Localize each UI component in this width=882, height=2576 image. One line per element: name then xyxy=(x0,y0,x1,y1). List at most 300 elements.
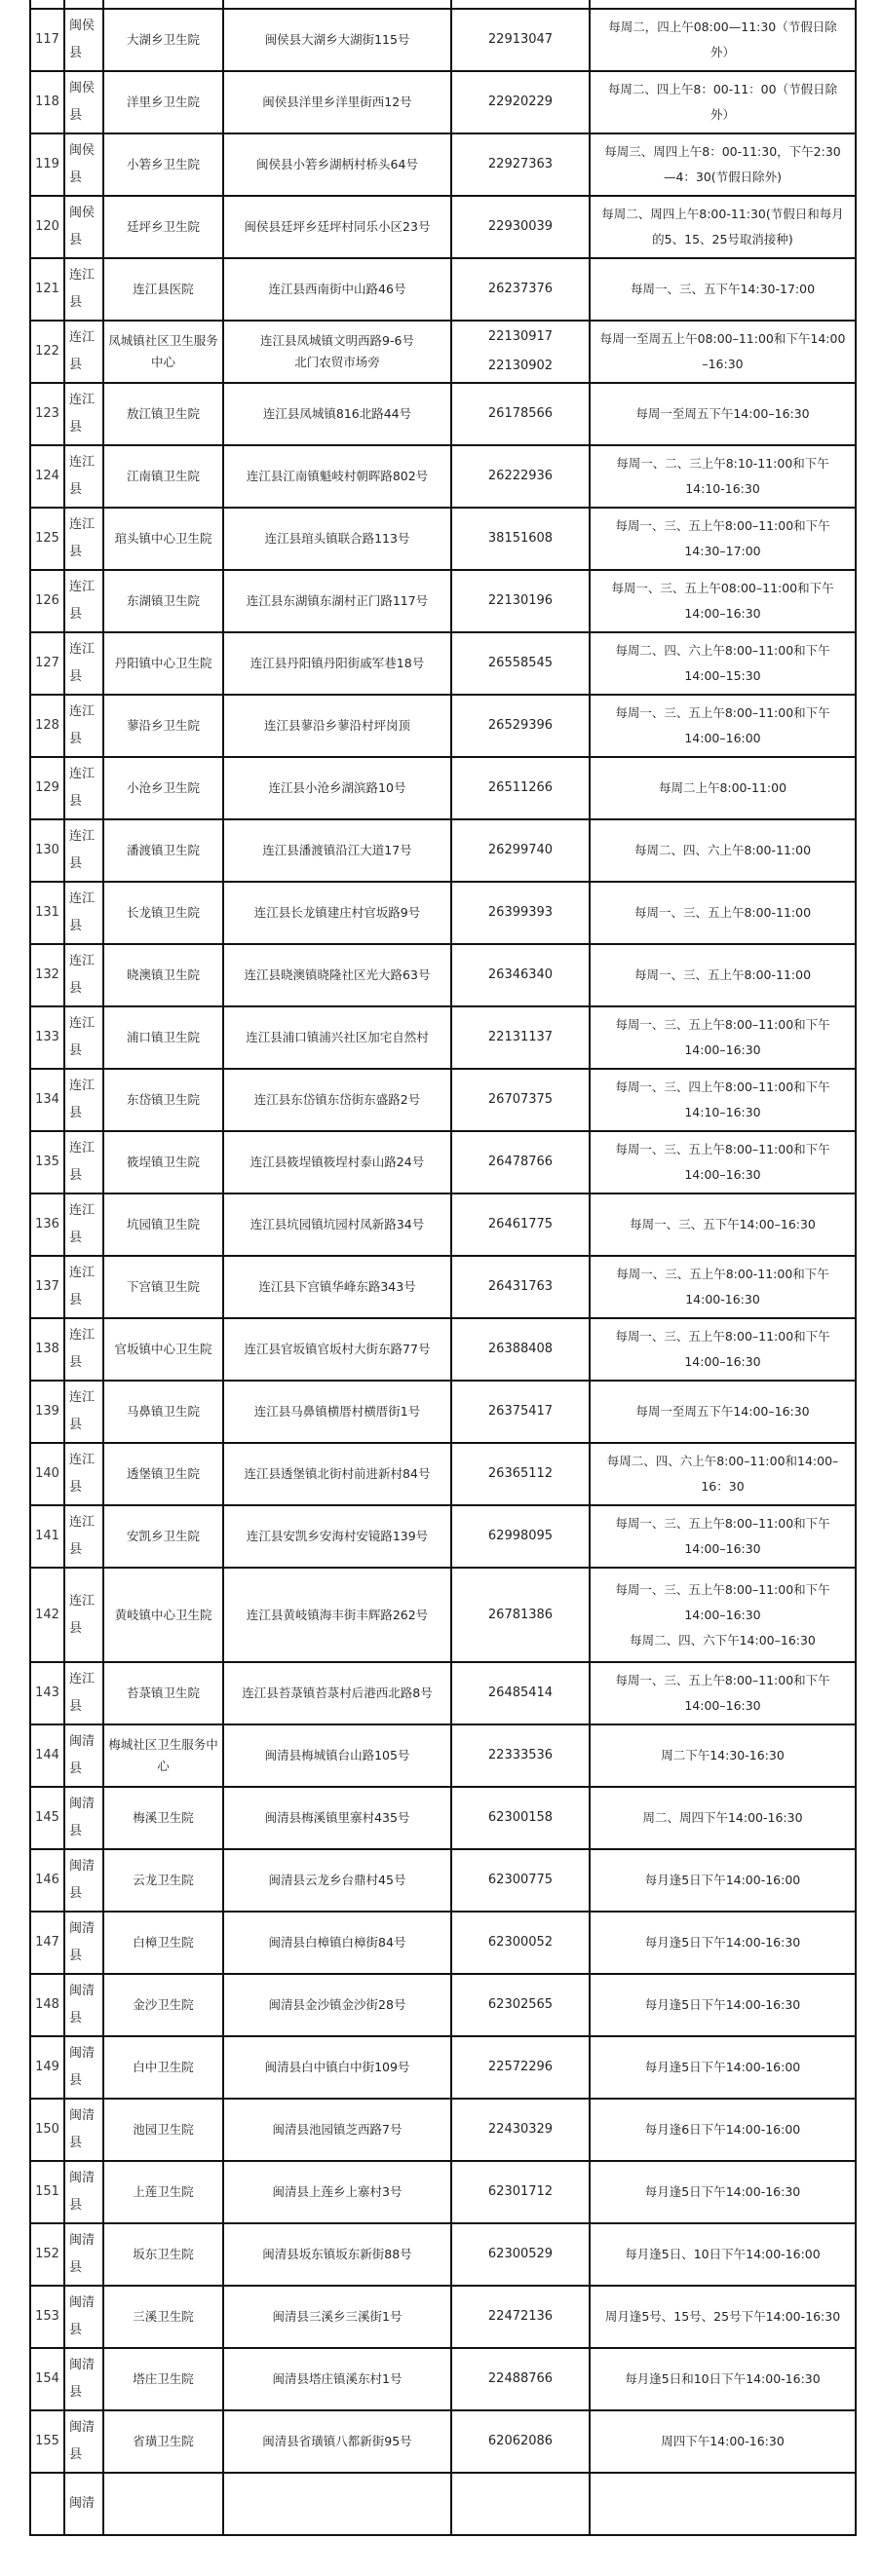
address-line: 连江县东岱镇东岱街东盛路2号 xyxy=(253,1092,421,1107)
phone xyxy=(451,695,590,757)
vaccination-time xyxy=(590,882,856,944)
address xyxy=(223,1193,451,1256)
vaccination-time-line: 14:00–16:30 xyxy=(684,1042,761,1057)
row-number: 155 xyxy=(30,2410,64,2473)
county-name: 闽清县 xyxy=(69,2233,96,2275)
phone xyxy=(451,1006,590,1069)
county-name: 闽清县 xyxy=(69,2358,96,2400)
county-cell xyxy=(64,2410,103,2473)
table-row xyxy=(30,2036,856,2099)
address-line: 闽清县梅城镇台山路105号 xyxy=(264,1748,410,1762)
address xyxy=(223,1443,451,1505)
phone-line: 62300529 xyxy=(487,2247,554,2261)
phone xyxy=(451,2348,590,2410)
site-name: 小沧乡卫生院 xyxy=(103,757,223,819)
table-row xyxy=(30,2473,856,2535)
address-line: 闽侯县大湖乡大湖街115号 xyxy=(264,32,410,47)
county-name: 连江县 xyxy=(69,330,96,372)
phone-line: 22130196 xyxy=(487,593,554,608)
address xyxy=(223,71,451,133)
address xyxy=(223,383,451,445)
table-row xyxy=(30,1443,856,1505)
address-line: 连江县安凯乡安海村安镜路139号 xyxy=(246,1529,429,1543)
county-cell xyxy=(64,1131,103,1193)
phone-line: 26707375 xyxy=(487,1092,554,1107)
address xyxy=(223,1724,451,1787)
vaccination-time xyxy=(590,383,856,445)
table-row xyxy=(30,2223,856,2286)
address xyxy=(223,1568,451,1662)
county-name: 连江县 xyxy=(69,954,96,996)
table-row xyxy=(30,757,856,819)
row-number: 144 xyxy=(30,1724,64,1787)
vaccination-time-line: 每月逢5日和10日下午14:00-16:30 xyxy=(625,2371,821,2386)
row-number: 126 xyxy=(30,570,64,632)
row-number: 146 xyxy=(30,1849,64,1912)
address xyxy=(223,1849,451,1912)
table-row xyxy=(30,445,856,508)
vaccination-time-line: 14:00–16:00 xyxy=(684,731,761,745)
vaccination-time-line: 每周一至周五下午14:00–16:30 xyxy=(635,406,810,421)
vaccination-time xyxy=(590,1912,856,1974)
site-name: 白樟卫生院 xyxy=(103,1912,223,1974)
phone-line: 26178566 xyxy=(487,406,554,421)
phone xyxy=(451,1787,590,1849)
vaccination-time-line: 每周一、三、五上午8:00-11:00 xyxy=(633,967,812,982)
table-row xyxy=(30,882,856,944)
county-name: 闽清县 xyxy=(69,2171,96,2213)
address-line: 连江县官坂镇官坂村大街东路77号 xyxy=(244,1342,431,1356)
phone-line: 26478766 xyxy=(487,1155,554,1169)
vaccination-time xyxy=(590,1724,856,1787)
site-name: 池园卫生院 xyxy=(103,2099,223,2161)
county-name: 连江县 xyxy=(69,891,96,933)
phone-line: 62301712 xyxy=(487,2184,554,2199)
table-row xyxy=(30,71,856,133)
county-name: 连江县 xyxy=(69,1266,96,1307)
county-cell xyxy=(64,1505,103,1568)
address xyxy=(223,1381,451,1443)
vaccination-time xyxy=(590,2223,856,2286)
vaccination-time-line: —4：30(节假日除外) xyxy=(663,170,783,184)
county-cell xyxy=(64,2036,103,2099)
phone-line: 22472136 xyxy=(487,2309,554,2324)
county-cell xyxy=(64,1193,103,1256)
vaccination-time-line: 外） xyxy=(709,45,735,59)
table-row xyxy=(30,2099,856,2161)
address-line: 闽侯县小箬乡湖柄村桥头64号 xyxy=(256,157,418,171)
county-cell xyxy=(64,196,103,258)
row-number: 152 xyxy=(30,2223,64,2286)
row-number: 131 xyxy=(30,882,64,944)
vaccination-time xyxy=(590,632,856,695)
vaccination-time xyxy=(590,1787,856,1849)
address-line: 闽清县坂东镇坂东新街88号 xyxy=(262,2247,412,2261)
county-name: 连江县 xyxy=(69,1390,96,1432)
phone xyxy=(451,2473,590,2535)
vaccination-time xyxy=(590,1381,856,1443)
address-line: 闽清县塔庄镇溪东村1号 xyxy=(272,2371,403,2386)
address-line: 闽清县白中镇白中街109号 xyxy=(264,2060,410,2074)
vaccination-time xyxy=(590,757,856,819)
county-cell xyxy=(64,1974,103,2036)
county-name: 连江县 xyxy=(69,1515,96,1557)
vaccination-time xyxy=(590,321,856,383)
site-name: 透堡镇卫生院 xyxy=(103,1443,223,1505)
phone xyxy=(451,1069,590,1131)
vaccination-time xyxy=(590,133,856,196)
site-name: 浦口镇卫生院 xyxy=(103,1006,223,1069)
phone-line: 22920229 xyxy=(487,95,554,109)
vaccination-time-line: 每周一、三、五上午8:00–11:00和下午 xyxy=(615,1581,830,1597)
county-name: 闽侯县 xyxy=(69,19,96,60)
address xyxy=(223,2410,451,2473)
site-name: 潘渡镇卫生院 xyxy=(103,819,223,882)
phone-line: 26388408 xyxy=(487,1342,554,1356)
phone xyxy=(451,383,590,445)
phone-line: 22488766 xyxy=(487,2371,554,2386)
county-name: 闽侯县 xyxy=(69,143,96,185)
table-row xyxy=(30,508,856,570)
county-name: 闽清县 xyxy=(69,2295,96,2337)
site-name: 梅溪卫生院 xyxy=(103,1787,223,1849)
address xyxy=(223,2223,451,2286)
row-number: 143 xyxy=(30,1662,64,1724)
address-line: 闽清县云龙乡台鼎村45号 xyxy=(268,1873,406,1887)
table-row xyxy=(30,9,856,71)
site-name: 三溪卫生院 xyxy=(103,2286,223,2348)
row-number: 130 xyxy=(30,819,64,882)
vaccination-time-line: 每周一、三、五上午08:00–11:00和下午 xyxy=(611,581,834,595)
vaccination-time-line: 每月逢5日下午14:00-16:00 xyxy=(644,2060,801,2074)
vaccination-time xyxy=(590,2410,856,2473)
address xyxy=(223,882,451,944)
site-name: 小箬乡卫生院 xyxy=(103,133,223,196)
county-name: 连江县 xyxy=(69,517,96,559)
address xyxy=(223,632,451,695)
phone-line: 26431763 xyxy=(487,1279,554,1294)
vaccination-time xyxy=(590,71,856,133)
phone-line: 62998095 xyxy=(487,1529,554,1543)
phone-line: 62300158 xyxy=(487,1810,554,1825)
county-name: 连江县 xyxy=(69,1016,96,1058)
phone xyxy=(451,2286,590,2348)
site-name: 大湖乡卫生院 xyxy=(103,9,223,71)
phone xyxy=(451,2099,590,2161)
site-name: 廷坪乡卫生院 xyxy=(103,196,223,258)
site-name: 江南镇卫生院 xyxy=(103,445,223,508)
vaccination-time-line: 每周二、四、六下午14:00–16:30 xyxy=(630,1632,816,1648)
table-row xyxy=(30,383,856,445)
row-number: 151 xyxy=(30,2161,64,2223)
address xyxy=(223,944,451,1006)
phone xyxy=(451,1912,590,1974)
county-cell xyxy=(64,944,103,1006)
phone-line: 22913047 xyxy=(487,32,554,47)
county-name: 连江县 xyxy=(69,829,96,871)
row-number: 136 xyxy=(30,1193,64,1256)
table-row xyxy=(30,133,856,196)
table-row xyxy=(30,258,856,321)
address-line: 北门农贸市场旁 xyxy=(294,355,380,369)
phone-line: 22927363 xyxy=(487,157,554,171)
address-line: 连江县筱埕镇筱埕村泰山路24号 xyxy=(249,1155,425,1169)
vaccination-time xyxy=(590,2286,856,2348)
address xyxy=(223,695,451,757)
address xyxy=(223,133,451,196)
row-number: 122 xyxy=(30,321,64,383)
phone xyxy=(451,133,590,196)
phone-line: 22572296 xyxy=(487,2060,554,2074)
county-name: 连江县 xyxy=(69,455,96,497)
county-name: 闽清县 xyxy=(69,1734,96,1776)
vaccination-time-line: 每周二，四上午08:00—11:30（节假日除 xyxy=(608,19,837,34)
address-line: 连江县马鼻镇横厝村横厝街1号 xyxy=(253,1404,421,1419)
address-line: 连江县蓼沿乡蓼沿村坪岗顶 xyxy=(263,718,410,733)
table-row xyxy=(30,1318,856,1381)
site-name: 敖江镇卫生院 xyxy=(103,383,223,445)
vaccination-time xyxy=(590,2348,856,2410)
vaccination-time xyxy=(590,1974,856,2036)
row-number: 127 xyxy=(30,632,64,695)
vaccination-time-line: 每月逢5日下午14:00-16:30 xyxy=(644,1935,801,1950)
address xyxy=(223,2348,451,2410)
county-cell xyxy=(64,1662,103,1724)
county-name: 连江县 xyxy=(69,704,96,746)
vaccination-time xyxy=(590,1256,856,1318)
vaccination-time xyxy=(590,9,856,71)
row-number: 125 xyxy=(30,508,64,570)
phone-line: 22130902 xyxy=(487,359,554,373)
phone-line: 22130917 xyxy=(487,329,554,344)
phone-line: 62062086 xyxy=(487,2434,554,2448)
phone-line: 62300052 xyxy=(487,1935,554,1950)
county-name: 闽清县 xyxy=(69,1984,96,2026)
address xyxy=(223,570,451,632)
vaccination-time-line: 每周一、三、四上午8:00–11:00和下午 xyxy=(615,1080,830,1094)
row-number: 137 xyxy=(30,1256,64,1318)
address-line: 连江县下宫镇华峰东路343号 xyxy=(258,1279,416,1294)
phone xyxy=(451,445,590,508)
address xyxy=(223,1256,451,1318)
vaccination-time-line: 14:00–16:30 xyxy=(684,1698,761,1713)
row-number: 150 xyxy=(30,2099,64,2161)
table-row xyxy=(30,1381,856,1443)
address xyxy=(223,2099,451,2161)
row-number: 123 xyxy=(30,383,64,445)
table-row xyxy=(30,1662,856,1724)
address-line: 连江县东湖镇东湖村正门路117号 xyxy=(246,593,429,608)
vaccination-time-line: 14:00–16:30 xyxy=(684,606,761,621)
vaccination-time-line: 的5、15、25号取消接种) xyxy=(652,232,793,246)
phone-line: 26375417 xyxy=(487,1404,554,1419)
county-cell xyxy=(64,1849,103,1912)
address-line: 连江县浦口镇浦兴社区加宅自然村 xyxy=(246,1030,429,1044)
row-number xyxy=(30,0,64,9)
row-number: 147 xyxy=(30,1912,64,1974)
vaccination-time-line: 14:00–15:30 xyxy=(684,668,761,683)
site-name: 东岱镇卫生院 xyxy=(103,1069,223,1131)
site-name: 丹阳镇中心卫生院 xyxy=(103,632,223,695)
phone-line: 26529396 xyxy=(487,718,554,733)
row-number: 128 xyxy=(30,695,64,757)
phone-line: 26346340 xyxy=(487,967,554,982)
phone xyxy=(451,1849,590,1912)
address xyxy=(223,1974,451,2036)
site-name: 云龙卫生院 xyxy=(103,1849,223,1912)
county-cell xyxy=(64,321,103,383)
address-line: 闽清县白樟镇白樟街84号 xyxy=(268,1935,406,1950)
table-row xyxy=(30,632,856,695)
vaccination-time-line: 每月逢5日下午14:00-16:30 xyxy=(644,1997,801,2012)
county-cell xyxy=(64,819,103,882)
address-line: 闽清县池园镇芝西路7号 xyxy=(272,2122,403,2137)
address-line: 闽清县三溪乡三溪街1号 xyxy=(272,2309,403,2324)
address-line: 连江县透堡镇北街村前进新村84号 xyxy=(244,1466,431,1481)
row-number: 139 xyxy=(30,1381,64,1443)
county-name: 连江县 xyxy=(69,1203,96,1245)
vaccination-time xyxy=(590,2161,856,2223)
county-name: 连江县 xyxy=(69,1141,96,1183)
phone xyxy=(451,757,590,819)
vaccination-time xyxy=(590,1193,856,1256)
county-name: 闽清县 xyxy=(69,1797,96,1838)
phone xyxy=(451,258,590,321)
address xyxy=(223,2036,451,2099)
table-row xyxy=(30,1069,856,1131)
phone xyxy=(451,1443,590,1505)
address-line: 连江县凤城镇文明西路9-6号 xyxy=(260,333,414,348)
county-name: 连江县 xyxy=(69,1453,96,1495)
phone xyxy=(451,944,590,1006)
vaccination-time-line: 每周二、周四上午8:00-11:30(节假日和每月 xyxy=(601,207,844,221)
phone-line: 26299740 xyxy=(487,843,554,857)
phone-line: 62302565 xyxy=(487,1997,554,2012)
site-name: 梅城社区卫生服务中心 xyxy=(103,1724,223,1787)
row-number: 117 xyxy=(30,9,64,71)
table-row xyxy=(30,1974,856,2036)
table-row xyxy=(30,2286,856,2348)
row-number: 120 xyxy=(30,196,64,258)
county-cell xyxy=(64,133,103,196)
vaccination-time-line: 周月逢5号、15号、25号下午14:00-16:30 xyxy=(604,2309,841,2324)
county-cell xyxy=(64,1069,103,1131)
address-line: 闽侯县廷坪乡廷坪村同乐小区23号 xyxy=(244,219,431,234)
site-name: 下宫镇卫生院 xyxy=(103,1256,223,1318)
vaccination-time-line: 每周二上午8:00-11:00 xyxy=(658,780,787,795)
county-cell xyxy=(64,1724,103,1787)
county-name: 闽清县 xyxy=(69,1859,96,1901)
site-name: 长龙镇卫生院 xyxy=(103,882,223,944)
vaccination-time-line: 每周三、周四上午8：00-11:30，下午2:30 xyxy=(604,144,841,159)
row-number: 142 xyxy=(30,1568,64,1662)
county-name: 闽清县 xyxy=(69,2108,96,2150)
address-line: 连江县长龙镇建庄村官坂路9号 xyxy=(253,905,421,920)
phone-line: 26461775 xyxy=(487,1217,554,1231)
address-line: 连江县江南镇魁岐村朝晖路802号 xyxy=(246,469,429,483)
address-line: 连江县苔菉镇苔菉村后港西北路8号 xyxy=(242,1686,433,1700)
address-line: 连江县黄岐镇海丰街丰辉路262号 xyxy=(246,1607,429,1622)
phone xyxy=(451,71,590,133)
vaccination-time xyxy=(590,1318,856,1381)
vaccination-time-line: 每周一至周五上午08:00–11:00和下午14:00 xyxy=(599,331,846,346)
site-name: 连江县医院 xyxy=(103,258,223,321)
vaccination-time-line: 每周一、三、五下午14:30-17:00 xyxy=(630,282,816,296)
phone-line: 22333536 xyxy=(487,1748,554,1762)
county-cell xyxy=(64,1006,103,1069)
county-cell xyxy=(64,9,103,71)
vaccination-time-line: 每周一、三、五上午8:00–11:00和下午 xyxy=(615,518,830,533)
site-name xyxy=(103,0,223,9)
phone xyxy=(451,1662,590,1724)
address-line: 闽侯县洋里乡洋里街西12号 xyxy=(262,95,412,109)
phone-line: 38151608 xyxy=(487,531,554,546)
table-row xyxy=(30,2410,856,2473)
county-cell xyxy=(64,632,103,695)
phone-line: 26558545 xyxy=(487,656,554,670)
county-cell xyxy=(64,383,103,445)
vaccination-time-line: 14:00-16:30 xyxy=(685,1292,760,1307)
table-row xyxy=(30,1724,856,1787)
vaccination-time-line: 16：30 xyxy=(701,1479,745,1494)
vaccination-time-line: 14:10-16:30 xyxy=(685,481,760,496)
county-cell xyxy=(64,2099,103,2161)
phone-line: 22131137 xyxy=(487,1030,554,1044)
row-number: 121 xyxy=(30,258,64,321)
vaccination-time-line: 每月逢6日下午14:00-16:00 xyxy=(644,2122,801,2137)
county-cell xyxy=(64,2223,103,2286)
site-name: 苔菉镇卫生院 xyxy=(103,1662,223,1724)
phone-line: 22930039 xyxy=(487,219,554,234)
table-row xyxy=(30,1849,856,1912)
table-row xyxy=(30,2348,856,2410)
table-row xyxy=(30,196,856,258)
county-name: 闽侯县 xyxy=(69,206,96,247)
vaccination-time-line: 14:00–16:30 xyxy=(684,1354,761,1369)
vaccination-time xyxy=(590,819,856,882)
site-name: 省璜卫生院 xyxy=(103,2410,223,2473)
table-row xyxy=(30,570,856,632)
county-cell xyxy=(64,1787,103,1849)
site-name: 上莲卫生院 xyxy=(103,2161,223,2223)
phone-line: 62300775 xyxy=(487,1873,554,1887)
address-line: 连江县西南街中山路46号 xyxy=(268,282,406,296)
county-cell xyxy=(64,757,103,819)
vaccination-time xyxy=(590,258,856,321)
county-cell xyxy=(64,2473,103,2535)
site-name: 官坂镇中心卫生院 xyxy=(103,1318,223,1381)
site-name: 蓼沿乡卫生院 xyxy=(103,695,223,757)
table-row xyxy=(30,1131,856,1193)
county-cell xyxy=(64,445,103,508)
address xyxy=(223,2161,451,2223)
row-number: 141 xyxy=(30,1505,64,1568)
site-name: 洋里乡卫生院 xyxy=(103,71,223,133)
phone-line: 26485414 xyxy=(487,1686,554,1700)
phone xyxy=(451,2036,590,2099)
phone xyxy=(451,1131,590,1193)
phone xyxy=(451,1381,590,1443)
phone xyxy=(451,2161,590,2223)
row-number: 145 xyxy=(30,1787,64,1849)
address xyxy=(223,1006,451,1069)
county-cell xyxy=(64,0,103,9)
vaccination-time-line: 每周一、三、五上午8:00–11:00和下午 xyxy=(615,1673,830,1687)
address-line: 连江县坑园镇坑园村凤新路34号 xyxy=(249,1217,425,1231)
county-cell xyxy=(64,1568,103,1662)
vaccination-time xyxy=(590,1505,856,1568)
row-number: 153 xyxy=(30,2286,64,2348)
